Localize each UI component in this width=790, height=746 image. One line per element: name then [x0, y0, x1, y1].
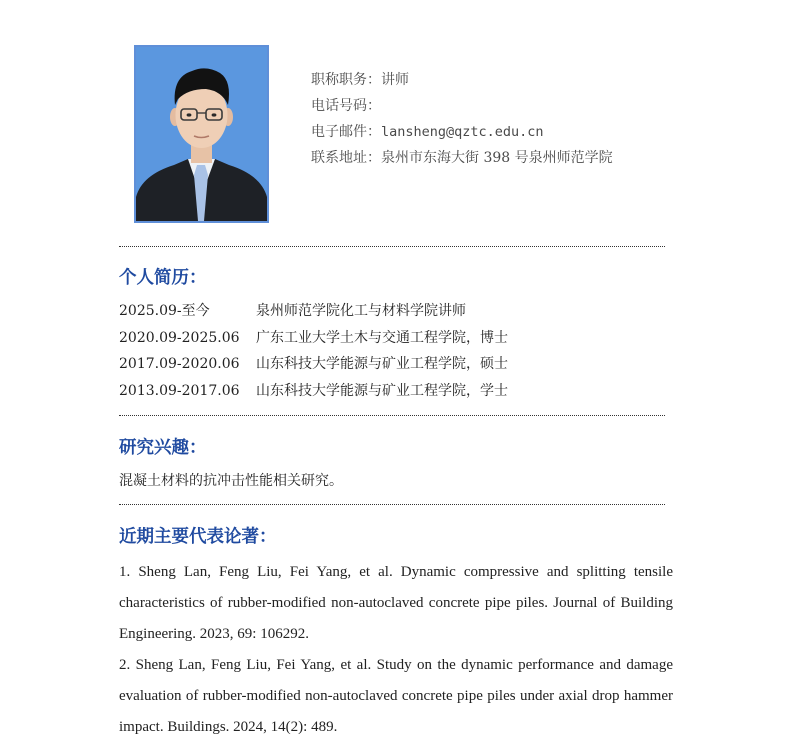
resume-text: 广东工业大学土木与交通工程学院，博士 — [256, 329, 508, 346]
address-label: 联系地址： — [311, 150, 381, 166]
resume-entry — [119, 378, 508, 405]
address-value: 泉州市东海大街 398 号泉州师范学院 — [381, 150, 613, 166]
resume-text: 山东科技大学能源与矿业工程学院，硕士 — [256, 356, 508, 372]
divider — [119, 504, 665, 505]
research-text: 混凝土材料的抗冲击性能相关研究。 — [119, 473, 343, 489]
research-heading: 研究兴趣： — [119, 438, 207, 458]
portrait-image — [136, 47, 267, 221]
divider — [119, 246, 665, 247]
resume-date: 2025.09-至今 — [119, 303, 210, 319]
contact-title-row — [311, 67, 613, 93]
contact-address-row — [311, 145, 613, 171]
resume-text: 山东科技大学能源与矿业工程学院，学士 — [256, 382, 508, 399]
divider — [119, 415, 665, 416]
contact-info — [311, 67, 613, 171]
publications-heading: 近期主要代表论著： — [119, 527, 277, 547]
title-label: 职称职务： — [311, 72, 381, 88]
resume-entry — [119, 298, 508, 325]
email-label: 电子邮件： — [311, 124, 381, 140]
resume-heading: 个人简历： — [119, 268, 207, 288]
publication-item: 2. Sheng Lan, Feng Liu, Fei Yang, et al. Study on the dynamic performance and damage evaluation of rubber-modified non-autoclaved concrete pipe piles under axial drop hammer impact. Buildings. 2024, 14(2): 489. — [119, 657, 673, 735]
resume-entry — [119, 325, 508, 352]
contact-email-row — [311, 119, 613, 145]
publication-list — [119, 557, 673, 743]
title-value: 讲师 — [381, 72, 409, 88]
resume-date: 2017.09-2020.06 — [119, 356, 240, 372]
resume-list — [119, 298, 508, 404]
profile-photo — [134, 45, 269, 223]
resume-entry — [119, 351, 508, 378]
contact-phone-row — [311, 93, 613, 119]
resume-date: 2020.09-2025.06 — [119, 329, 240, 346]
publication-item: 1. Sheng Lan, Feng Liu, Fei Yang, et al. Dynamic compressive and splitting tensile characteristics of rubber-modified non-autoclaved concrete pipe piles. Journal of Building Engineering. 2023, 69: 106292. — [119, 564, 673, 642]
email-value: lansheng@qztc.edu.cn — [381, 124, 544, 140]
resume-date: 2013.09-2017.06 — [119, 382, 240, 399]
phone-label: 电话号码： — [311, 98, 381, 114]
resume-text: 泉州师范学院化工与材料学院讲师 — [256, 303, 466, 319]
